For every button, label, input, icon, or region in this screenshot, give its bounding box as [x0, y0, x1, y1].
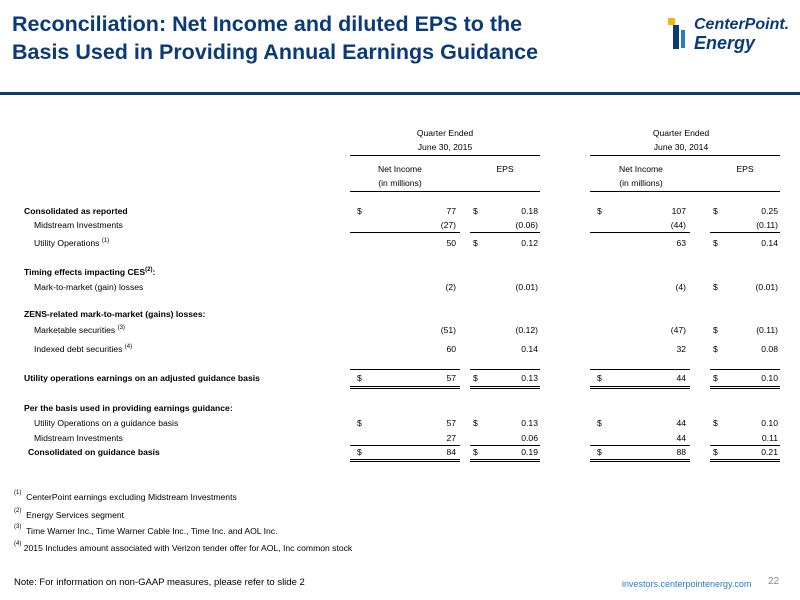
dollar-sign: $ [473, 373, 478, 383]
dollar-sign: $ [713, 325, 718, 335]
subtotal-rule [350, 232, 460, 233]
eps-2014: 0.25 [761, 206, 778, 216]
row-label: Consolidated as reported [24, 206, 128, 216]
eps-2015: (0.06) [515, 220, 538, 230]
total-rule-top [710, 369, 780, 370]
row-label: Indexed debt securities $^{(4)}$ [34, 344, 133, 354]
eps-2015: (0.01) [515, 282, 538, 292]
logo-text-line-2: Energy [694, 33, 756, 53]
total-rule-double [350, 459, 460, 460]
net-income-2015: (51) [440, 325, 456, 335]
net-income-2015: 77 [446, 206, 456, 216]
total-rule-double [710, 459, 780, 460]
total-rule-double [350, 388, 460, 389]
header-quarter-2015: Quarter Ended [416, 128, 474, 138]
total-rule-double [590, 386, 690, 387]
header-date-2015: June 30, 2015 [417, 142, 473, 152]
dollar-sign: $ [713, 373, 718, 383]
total-rule-double [710, 386, 780, 387]
net-income-2014: 88 [676, 447, 686, 457]
subheader-rule-2014 [590, 191, 780, 192]
total-rule-double [590, 461, 690, 462]
slide-title-line-2: Basis Used in Providing Annual Earnings Guidance [12, 40, 539, 64]
row-label: Utility Operations $^{(1)}$ [34, 238, 110, 248]
header-eps-2015: EPS [496, 164, 514, 174]
net-income-2014: 44 [676, 418, 686, 428]
subtotal-rule [590, 445, 690, 446]
row-label: Utility operations earnings on an adjusted guidance basis [24, 373, 260, 383]
dollar-sign: $ [597, 418, 602, 428]
row-label: Consolidated on guidance basis [28, 447, 160, 457]
eps-2015: 0.19 [521, 447, 538, 457]
logo-text-line-1: CenterPoint. [694, 16, 790, 33]
eps-2015: 0.14 [521, 344, 538, 354]
header-in-millions-2015: (in millions) [378, 178, 422, 188]
dollar-sign: $ [357, 447, 362, 457]
eps-2014: 0.10 [761, 418, 778, 428]
dollar-sign: $ [357, 373, 362, 383]
net-income-2014: 107 [671, 206, 686, 216]
eps-2015: 0.13 [521, 373, 538, 383]
dollar-sign: $ [473, 238, 478, 248]
net-income-2014: (47) [670, 325, 686, 335]
subheader-rule-2015 [350, 191, 540, 192]
net-income-2014: 32 [676, 344, 686, 354]
net-income-2015: 57 [446, 418, 456, 428]
dollar-sign: $ [597, 373, 602, 383]
row-label: Midstream Investments [34, 433, 123, 443]
dollar-sign: $ [357, 418, 362, 428]
non-gaap-note: Note: For information on non-GAAP measures, please refer to slide 2 [14, 577, 305, 588]
dollar-sign: $ [713, 206, 718, 216]
eps-2014: (0.11) [756, 220, 778, 230]
row-label: Marketable securities $^{(3)}$ [34, 325, 125, 335]
dollar-sign: $ [713, 282, 718, 292]
subtotal-rule [350, 445, 460, 446]
total-rule-double [350, 386, 460, 387]
eps-2014: (0.01) [755, 282, 778, 292]
net-income-2014: 63 [676, 238, 686, 248]
net-income-2015: 84 [446, 447, 456, 457]
header-net-income-2014: Net Income [619, 164, 663, 174]
total-rule-top [590, 369, 690, 370]
eps-2014: 0.08 [761, 344, 778, 354]
investors-url[interactable]: investors.centerpointenergy.com [622, 579, 752, 589]
net-income-2014: (44) [670, 220, 686, 230]
net-income-2015: (27) [440, 220, 456, 230]
dollar-sign: $ [597, 206, 602, 216]
row-label: Midstream Investments [34, 220, 123, 230]
header-eps-2014: EPS [736, 164, 754, 174]
net-income-2014: 44 [676, 373, 686, 383]
dollar-sign: $ [713, 238, 718, 248]
footnote-4: $^{(4)}$ 2015 Includes amount associated with Verizon tender offer for AOL, Inc common stock [14, 541, 353, 553]
subtotal-rule [710, 232, 780, 233]
header-net-income-2015: Net Income [378, 164, 422, 174]
dollar-sign: $ [713, 418, 718, 428]
eps-2014: 0.14 [761, 238, 778, 248]
row-label: Per the basis used in providing earnings guidance: [24, 403, 233, 413]
footnote-3: $^{(3)}$ Time Warner Inc., Time Warner Cable Inc., Time Inc. and AOL Inc. [14, 524, 278, 536]
net-income-2015: 60 [446, 344, 456, 354]
total-rule-double [470, 388, 540, 389]
footnote-1: $^{(1)}$ CenterPoint earnings excluding Midstream Investments [14, 490, 237, 502]
total-rule-double [710, 388, 780, 389]
header-date-2014: June 30, 2014 [653, 142, 709, 152]
footnote-2: $^{(2)}$ Energy Services segment [14, 508, 125, 520]
net-income-2014: (4) [675, 282, 686, 292]
total-rule-double [590, 388, 690, 389]
total-rule-double [590, 459, 690, 460]
eps-2015: 0.06 [521, 433, 538, 443]
dollar-sign: $ [473, 447, 478, 457]
eps-2014: 0.10 [761, 373, 778, 383]
subtotal-rule [470, 232, 540, 233]
dollar-sign: $ [713, 447, 718, 457]
row-label: Timing effects impacting CES$^{(2)}$: [24, 267, 156, 277]
row-label: ZENS-related mark-to-market (gains) losses: [24, 309, 206, 319]
total-rule-top [470, 369, 540, 370]
eps-2015: 0.18 [521, 206, 538, 216]
dollar-sign: $ [597, 447, 602, 457]
net-income-2014: 44 [676, 433, 686, 443]
subtotal-rule [710, 445, 780, 446]
total-rule-double [350, 461, 460, 462]
eps-2014: 0.21 [761, 447, 778, 457]
header-rule-2014 [590, 155, 780, 156]
net-income-2015: (2) [445, 282, 456, 292]
slide-title-line-1: Reconciliation: Net Income and diluted EPS to the [12, 12, 523, 36]
total-rule-double [470, 459, 540, 460]
subtotal-rule [470, 445, 540, 446]
row-label: Mark-to-market (gain) losses [34, 282, 144, 292]
dollar-sign: $ [713, 344, 718, 354]
page-number: 22 [768, 576, 780, 587]
dollar-sign: $ [473, 206, 478, 216]
eps-2015: (0.12) [515, 325, 538, 335]
eps-2014: (0.11) [756, 325, 778, 335]
eps-2015: 0.13 [521, 418, 538, 428]
net-income-2015: 27 [446, 433, 456, 443]
total-rule-top [350, 369, 460, 370]
header-rule-2015 [350, 155, 540, 156]
header-quarter-2014: Quarter Ended [652, 128, 710, 138]
net-income-2015: 57 [446, 373, 456, 383]
row-label: Utility Operations on a guidance basis [34, 418, 179, 428]
eps-2015: 0.12 [521, 238, 538, 248]
total-rule-double [470, 386, 540, 387]
header-in-millions-2014: (in millions) [619, 178, 663, 188]
dollar-sign: $ [357, 206, 362, 216]
total-rule-double [710, 461, 780, 462]
total-rule-double [470, 461, 540, 462]
net-income-2015: 50 [446, 238, 456, 248]
subtotal-rule [590, 232, 690, 233]
eps-2014: 0.11 [761, 433, 778, 443]
dollar-sign: $ [473, 418, 478, 428]
